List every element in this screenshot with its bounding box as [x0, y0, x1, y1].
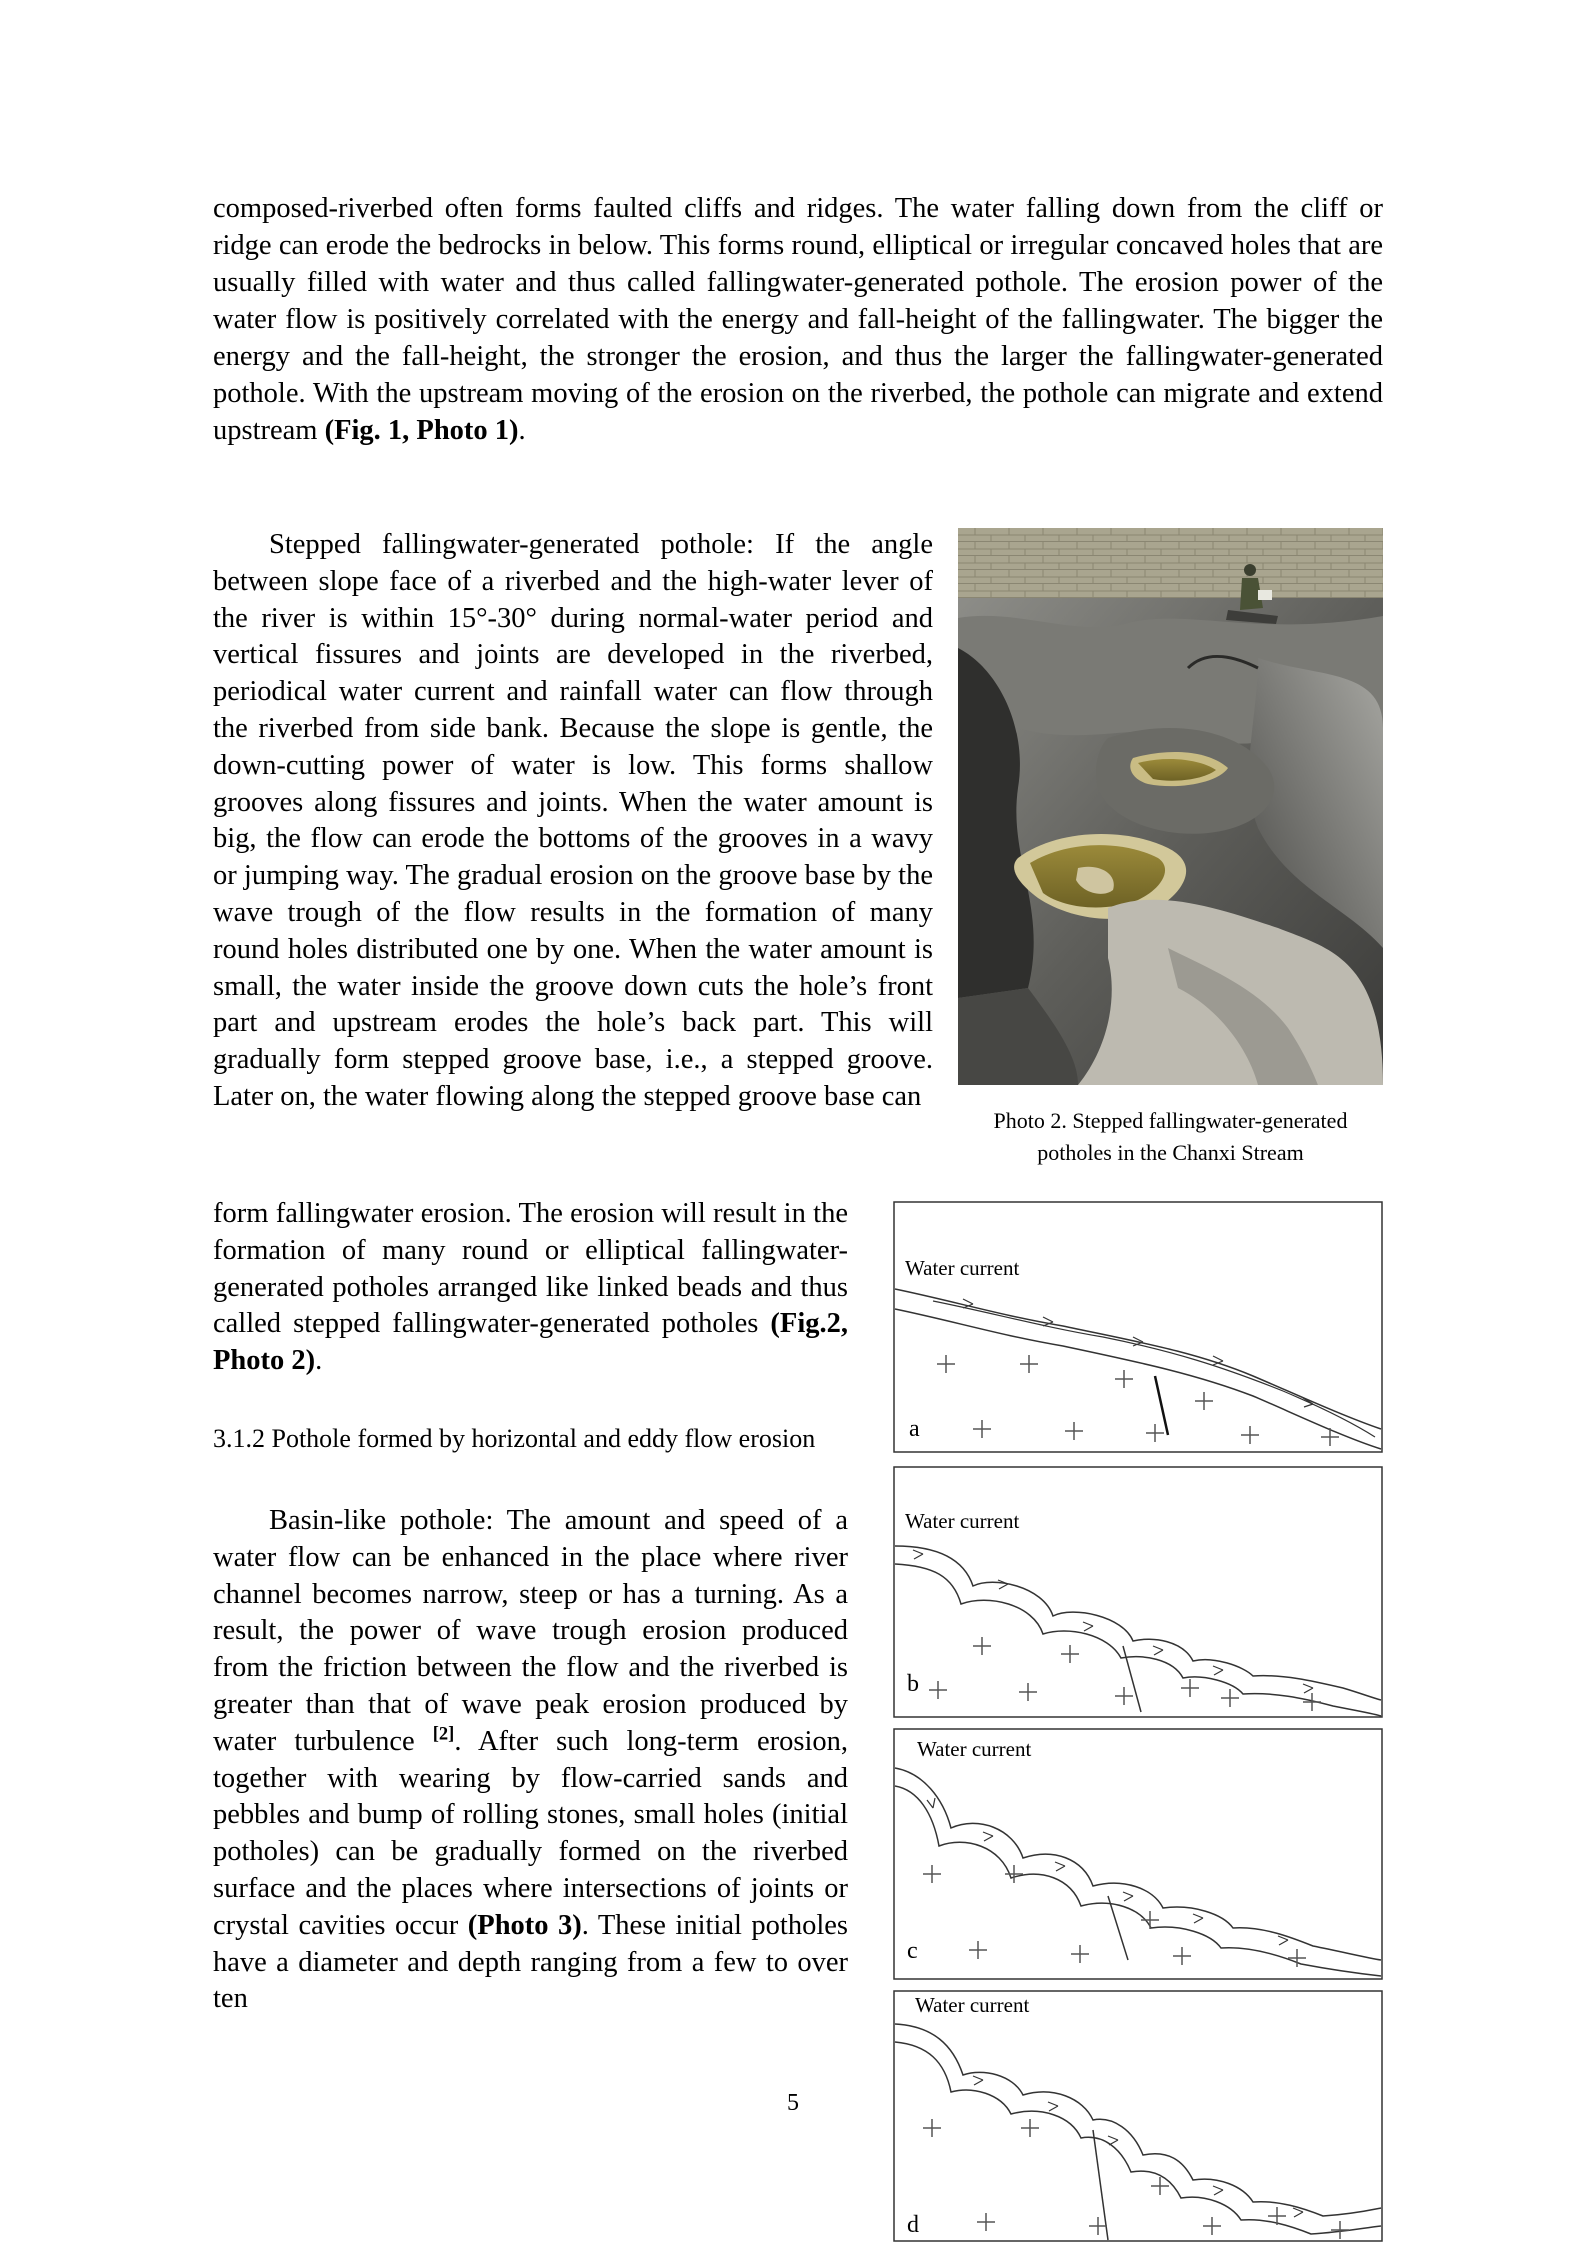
panel-letter: c: [907, 1938, 918, 1964]
paragraph-stepped-pothole-cont: form fallingwater erosion. The erosion will result in the formation of many round or elliptical fallingwater-generated potholes arranged like linked beads and thus called stepped fallingwater-generated potholes (Fig.2, Photo 2).: [213, 1198, 848, 1377]
panel-letter: b: [907, 1671, 919, 1697]
paragraph-top: composed-riverbed often forms faulted cliffs and ridges. The water falling down from the cliff or ridge can erode the bedrocks in below. This forms round, elliptical or irregular concaved holes that are usually filled with water and thus called fallingwater-generated pothole. The erosion power of the water flow is positively correlated with the energy and fall-height of the fallingwater. The bigger the energy and the fall-height, the stronger the erosion, and thus the larger the fallingwater-generated pothole. With the upstream moving of the erosion on the riverbed, the pothole can migrate and extend upstream (Fig. 1, Photo 1).: [213, 193, 1383, 446]
water-current-label: Water current: [905, 1256, 1020, 1280]
page-number: 5: [787, 2090, 799, 2116]
water-current-label: Water current: [905, 1509, 1020, 1533]
figure-reference[interactable]: (Fig. 1, Photo 1): [324, 415, 519, 446]
figure-panel-c: [893, 1728, 1383, 1980]
photo-caption: Photo 2. Stepped fallingwater-generated potholes in the Chanxi Stream: [993, 1108, 1348, 1165]
figure-panel-a: [893, 1201, 1383, 1453]
panel-letter: d: [907, 2212, 919, 2238]
photo-reference[interactable]: (Photo 3): [467, 1909, 582, 1941]
water-current-label: Water current: [917, 1737, 1032, 1761]
photo-illustration: [958, 528, 1383, 1085]
citation[interactable]: [2]: [432, 1723, 455, 1745]
photo-stepped-potholes: [958, 528, 1383, 1085]
panel-letter: a: [909, 1416, 920, 1442]
figure-reference[interactable]: (Fig.2, Photo 2): [213, 1308, 848, 1377]
figure-panel-b: [893, 1466, 1383, 1718]
water-current-label: Water current: [915, 1993, 1030, 2017]
section-heading: 3.1.2 Pothole formed by horizontal and eddy flow erosion: [213, 1424, 816, 1453]
paragraph-stepped-pothole: Stepped fallingwater-generated pothole: If the angle between slope face of a riverbed and the high-water lever of the river is within 15°-30° during normal-water period and vertical fissures and joints are developed in the riverbed, periodical water current and rainfall water can flow through the riverbed from side bank. Because the slope is gentle, the down-cutting power of water is low. This forms shallow grooves along fissures and joints. When the water amount is big, the flow can erode the bottoms of the grooves in a wavy or jumping way. The gradual erosion on the groove base by the wave trough of the flow results in the formation of many round holes distributed one by one. When the water amount is small, the water inside the groove down cuts the hole’s front part and upstream erodes the hole’s back part. This will gradually form stepped groove base, i.e., a stepped groove. Later on, the water flowing along the stepped groove base can: [213, 529, 933, 1112]
figure-panel-d: [893, 1990, 1383, 2242]
paragraph-basin-pothole: Basin-like pothole: The amount and speed of a water flow can be enhanced in the place where river channel becomes narrow, steep or has a turning. As a result, the power of wave trough erosion produced from the friction between the flow and the riverbed is greater than that of wave peak erosion produced by water turbulence [2]. After such long-term erosion, together with wearing by flow-carried sands and pebbles and bump of rolling stones, small holes (initial potholes) can be gradually formed on the riverbed surface and the places where intersections of joints or crystal cavities occur (Photo 3). These initial potholes have a diameter and depth ranging from a few to over ten: [213, 1505, 848, 2015]
